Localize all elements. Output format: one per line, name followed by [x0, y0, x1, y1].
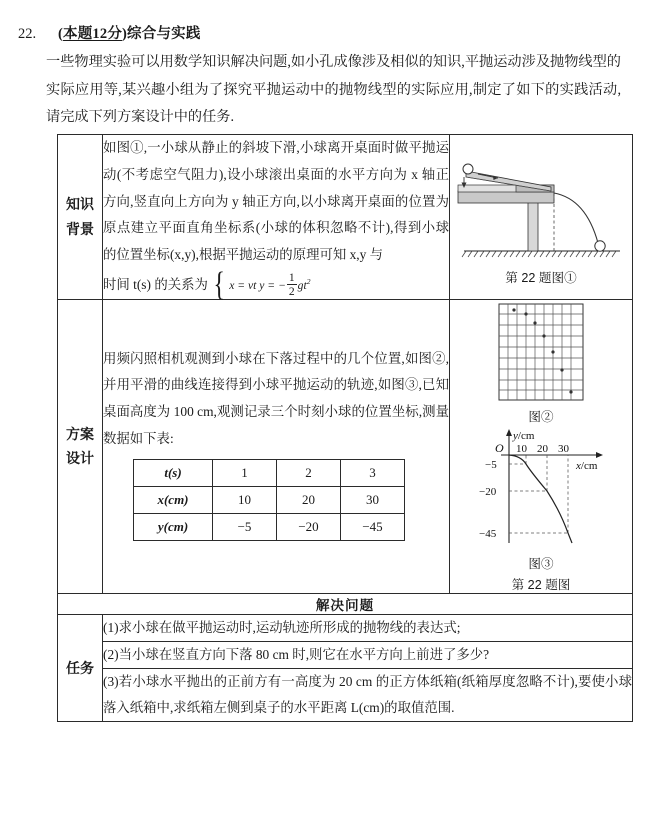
- fraction-denominator: 2: [288, 285, 295, 299]
- measurement-x-3: 30: [341, 486, 405, 513]
- question-score: 本题12分: [63, 26, 123, 42]
- measurement-y-2: −20: [277, 513, 341, 540]
- figure-3-ytick-minus20: −20: [479, 485, 497, 498]
- question-number: 22.: [18, 26, 37, 42]
- measurement-row-x: [134, 486, 405, 513]
- task-item-1: (1)求小球在做平抛运动时,运动轨迹所形成的抛物线的表达式;: [103, 614, 633, 641]
- figure-1-cell: [450, 135, 633, 300]
- figure-2-strobe-grid: [493, 300, 589, 404]
- measurement-row-t: [134, 459, 405, 486]
- figure-3-x-axis-label: x/cm: [576, 459, 598, 472]
- row-label-background: [58, 135, 103, 300]
- left-brace-icon: {: [213, 265, 225, 303]
- question-title-text: )综合与实践: [122, 26, 201, 42]
- measurement-t-2: 2: [277, 459, 341, 486]
- figure-3-ytick-minus45: −45: [479, 527, 497, 540]
- measurement-header-y: y(cm): [134, 513, 213, 540]
- measurement-t-1: 1: [213, 459, 277, 486]
- table-row-design: [58, 299, 633, 593]
- figure-3-caption: 图③: [528, 556, 554, 571]
- row-label-background-line1: 知识: [66, 196, 94, 213]
- figure-2-3-cell: [450, 299, 633, 593]
- row-label-design: [58, 299, 103, 593]
- measurement-header-x: x(cm): [134, 486, 213, 513]
- question-title: [58, 22, 201, 43]
- equation-x: x = vt: [229, 279, 257, 293]
- row-label-background-line2: 背景: [66, 220, 94, 237]
- figure-3-xtick-10: 10: [516, 442, 527, 455]
- measurement-header-t: t(s): [134, 459, 213, 486]
- figure-3-xtick-30: 30: [558, 442, 569, 455]
- question-stem-text: 一些物理实验可以用数学知识解决问题,如小孔成像涉及相似的知识,平抛运动涉及抛物线型的实际应用等,某兴趣小组为了探究平抛运动中的抛物线型的实际应用,制定了如下的实践活动,请完成下列方案设计中的任务.: [46, 54, 621, 126]
- figure-3-y-axis-label: y/cm: [513, 429, 535, 442]
- table-row-task-2: [58, 641, 633, 668]
- equation-y-tail: gt: [297, 279, 307, 293]
- task-item-3: (3)若小球水平抛出的正前方有一高度为 20 cm 的正方体纸箱(纸箱厚度忽略不计),要使小球落入纸箱中,求纸箱左侧到桌子的水平距离 L(cm)的取值范围.: [103, 669, 633, 722]
- solve-problems-header: 解决问题: [58, 593, 633, 614]
- equation-y: [259, 271, 311, 299]
- background-formula: [103, 265, 449, 303]
- formula-equations: [229, 271, 310, 299]
- equation-y-exponent: 2: [306, 277, 311, 287]
- table-row-task-3: [58, 669, 633, 722]
- measurement-y-3: −45: [341, 513, 405, 540]
- question-stem: [46, 49, 621, 132]
- figure-1-ramp-and-trajectory: [456, 147, 626, 265]
- table-row-task-1: [58, 614, 633, 641]
- measurement-x-2: 20: [277, 486, 341, 513]
- task-item-2: (2)当小球在竖直方向下落 80 cm 时,则它在水平方向上前进了多少?: [103, 641, 633, 668]
- figure-2-ball-positions: [512, 308, 572, 393]
- figure-3-ytick-minus5: −5: [485, 458, 497, 471]
- figure-3-origin-label: O: [495, 440, 504, 455]
- formula-lead: 时间 t(s) 的关系为: [103, 276, 208, 292]
- background-text: 如图①,一小球从静止的斜坡下滑,小球离开桌面时做平抛运动(不考虑空气阻力),设小球滚出桌面的水平方向为 x 轴正方向,竖直向上方向为 y 轴正方向,以小球离开桌面的位置为原点建立平面直角坐标系(小球的体积忽略不计),得到小球的位置坐标(x,y),根据平抛运动的原理可知 x,y 与: [103, 140, 449, 263]
- one-half-fraction: [287, 271, 297, 299]
- measurement-x-1: 10: [213, 486, 277, 513]
- row-label-tasks: 任务: [58, 614, 103, 722]
- paren-open: (: [58, 26, 64, 42]
- figure-1-caption: 第 22 题图①: [505, 271, 577, 286]
- measurement-row-y: [134, 513, 405, 540]
- fraction-numerator: 1: [288, 271, 295, 285]
- figure-3-parabola-graph: [471, 425, 611, 551]
- equation-y-lhs: y = −: [259, 279, 286, 293]
- measurement-y-1: −5: [213, 513, 277, 540]
- measurement-t-3: 3: [341, 459, 405, 486]
- figure-2-caption: 图②: [528, 409, 554, 424]
- figure-2-3-group-caption: 第 22 题图: [511, 577, 571, 592]
- row-label-design-line2: 设计: [66, 450, 94, 467]
- background-body: [103, 135, 450, 303]
- figure-3-xtick-20: 20: [537, 442, 548, 455]
- design-text: 用频闪照相机观测到小球在下落过程中的几个位置,如图②,并用平滑的曲线连接得到小球平抛运动的轨迹,如图③,已知桌面高度为 100 cm,观测记录三个时刻小球的位置坐标,测量数据如下表:: [103, 350, 449, 447]
- design-body: [103, 299, 450, 593]
- measurement-table: [133, 459, 405, 541]
- scheme-table: [57, 134, 633, 722]
- question-header: [0, 0, 667, 43]
- table-row-solve-header: [58, 593, 633, 614]
- table-row-background: [58, 135, 633, 300]
- row-label-design-line1: 方案: [66, 425, 94, 442]
